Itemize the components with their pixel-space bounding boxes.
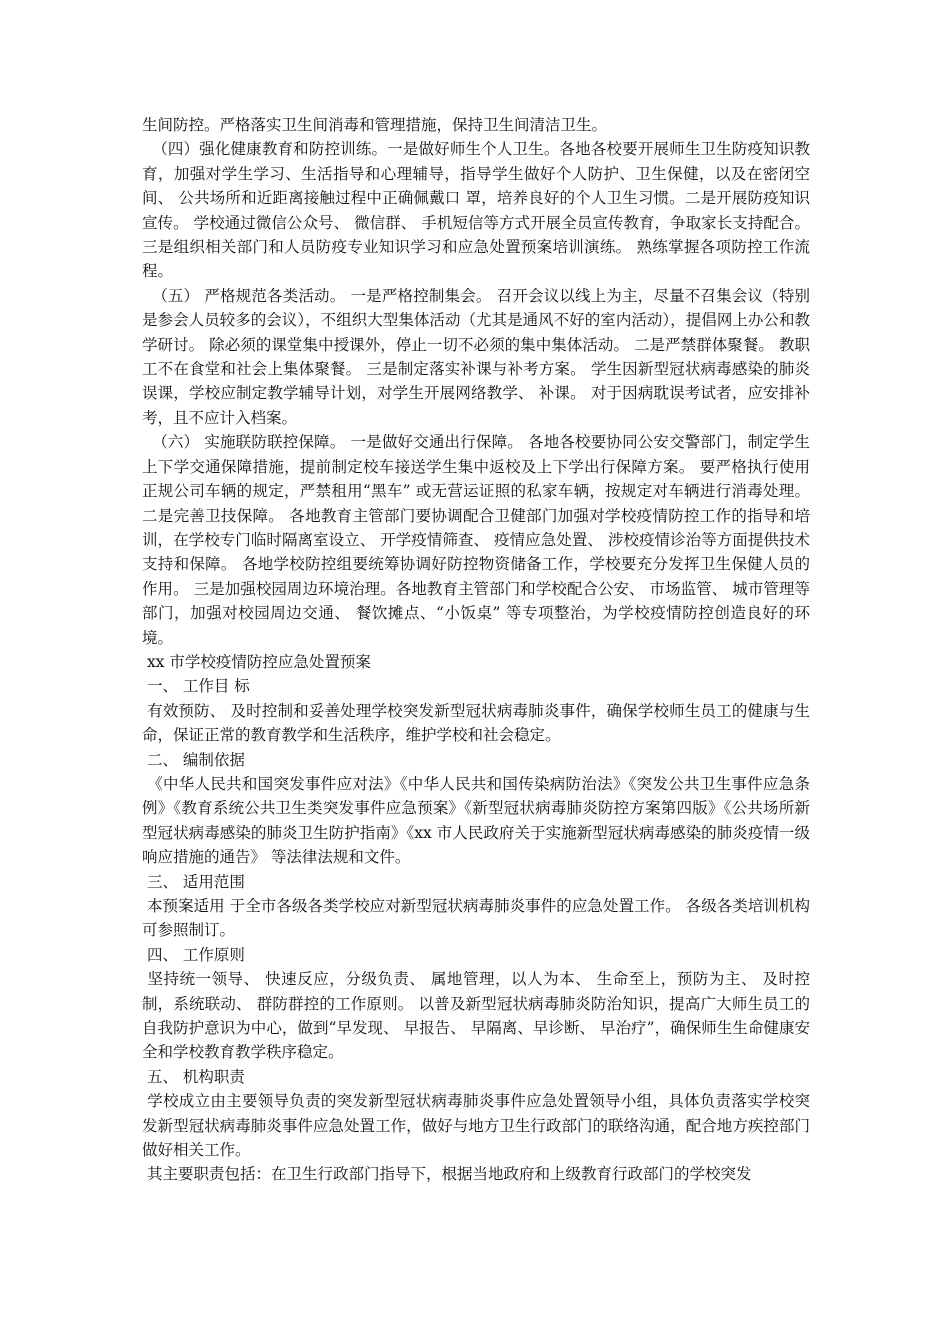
paragraph-health-education: （四）强化健康教育和防控训练。一是做好师生个人卫生。各地各校要开展师生卫生防疫知识教育，加强对学生学习、生活指导和心理辅导，指导学生做好个人防护、卫生保健，以及在密闭空间、 公共场所和近距离接触过程中正确佩戴口 罩，培养良好的个人卫生习惯。二是开展防疫知识宣传。 学校通过微信公众号、 微信群、 手机短信等方式开展全员宣传教育，争取家长支持配合。 三是组织相关部门和人员防疫专业知识学习和应急处置预案培训演练。 熟练掌握各项防控工作流程。 xyxy=(142,140,815,281)
section-heading-basis: 二、 编制依据 xyxy=(142,750,245,769)
paragraph-activity-regulation: （五） 严格规范各类活动。 一是严格控制集会。 召开会议以线上为主，尽量不召集会议（特别是参会人员较多的会议），不组织大型集体活动（尤其是通风不好的室内活动），提倡网上办公和教学研讨。 除必须的课堂集中授课外，停止一切不必须的集中集体活动。 二是严禁群体聚餐。 教职工不在食堂和社会上集体聚餐。 三是制定落实补课与补考方案。 学生因新型冠状病毒感染的肺炎误课，学校应制定教学辅导计划，对学生开展网络教学、 补课。 对于因病耽误考试者，应安排补考，且不应计入档案。 xyxy=(142,286,810,427)
paragraph-principles: 坚持统一领导、 快速反应，分级负责、 属地管理，以人为本、 生命至上，预防为主、 及时控制，系统联动、 群防群控的工作原则。 以普及新型冠状病毒肺炎防治知识，提高广大师生员工的自我防护意识为中心，做到“早发现、 早报告、 早隔离、早诊断、 早治疗”，确保师生生命健康安全和学校教育教学秩序稳定。 xyxy=(142,970,810,1062)
paragraph-organization: 学校成立由主要领导负责的突发新型冠状病毒肺炎事件应急处置领导小组，具体负责落实学校突发新型冠状病毒肺炎事件应急处置工作，做好与地方卫生行政部门的联络沟通，配合地方疾控部门做好相关工作。 xyxy=(142,1092,810,1160)
section-heading-scope: 三、 适用范围 xyxy=(142,872,245,891)
paragraph-basis: 《中华人民共和国突发事件应对法》《中华人民共和国传染病防治法》《突发公共卫生事件应急条例》《教育系统公共卫生类突发事件应急预案》《新型冠状病毒肺炎防控方案第四版》《公共场所新型冠状病毒感染的肺炎卫生防护指南》《xx 市人民政府关于实施新型冠状病毒感染的肺炎疫情一级响应措施的通告》 等法律法规和文件。 xyxy=(142,774,810,867)
section-heading-principles: 四、 工作原则 xyxy=(142,945,245,964)
document-body xyxy=(142,113,815,1187)
paragraph-scope: 本预案适用 于全市各级各类学校应对新型冠状病毒肺炎事件的应急处置工作。 各级各类培训机构可参照制订。 xyxy=(142,897,810,940)
section-heading-goals: 一、 工作目 标 xyxy=(142,677,250,696)
paragraph-restroom-control: 生间防控。严格落实卫生间消毒和管理措施，保持卫生间清洁卫生。 xyxy=(142,116,608,134)
plan-title: xx 市学校疫情防控应急处置预案 xyxy=(142,652,371,671)
paragraph-goals: 有效预防、 及时控制和妥善处理学校突发新型冠状病毒肺炎事件，确保学校师生员工的健康与生命，保证正常的教育教学和生活秩序，维护学校和社会稳定。 xyxy=(142,701,810,745)
section-heading-responsibilities: 五、 机构职责 xyxy=(142,1067,245,1086)
paragraph-joint-prevention: （六） 实施联防联控保障。 一是做好交通出行保障。 各地各校要协同公安交警部门，制定学生上下学交通保障措施，提前制定校车接送学生集中返校及上下学出行保障方案。 要严格执行使用正规公司车辆的规定，严禁租用“黑车” 或无营运证照的私家车辆，按规定对车辆进行消毒处理。 二是完善卫技保障。 各地教育主管部门要协调配合卫健部门加强对学校疫情防控工作的指导和培训，在学校专门临时隔离室设立、 开学疫情筛查、 疫情应急处置、 涉校疫情诊治等方面提供技术支持和保障。 各地学校防控组要统筹协调好防控物资储备工作，学校要充分发挥卫生保健人员的作用。 三是加强校园周边环境治理。各地教育主管部门和学校配合公安、 市场监管、 城市管理等部门，加强对校园周边交通、 餐饮摊点、“小饭桌” 等专项整治，为学校疫情防控创造良好的环境。 xyxy=(142,433,815,647)
paragraph-main-duties: 其主要职责包括：在卫生行政部门指导下，根据当地政府和上级教育行政部门的学校突发 xyxy=(142,1165,752,1184)
